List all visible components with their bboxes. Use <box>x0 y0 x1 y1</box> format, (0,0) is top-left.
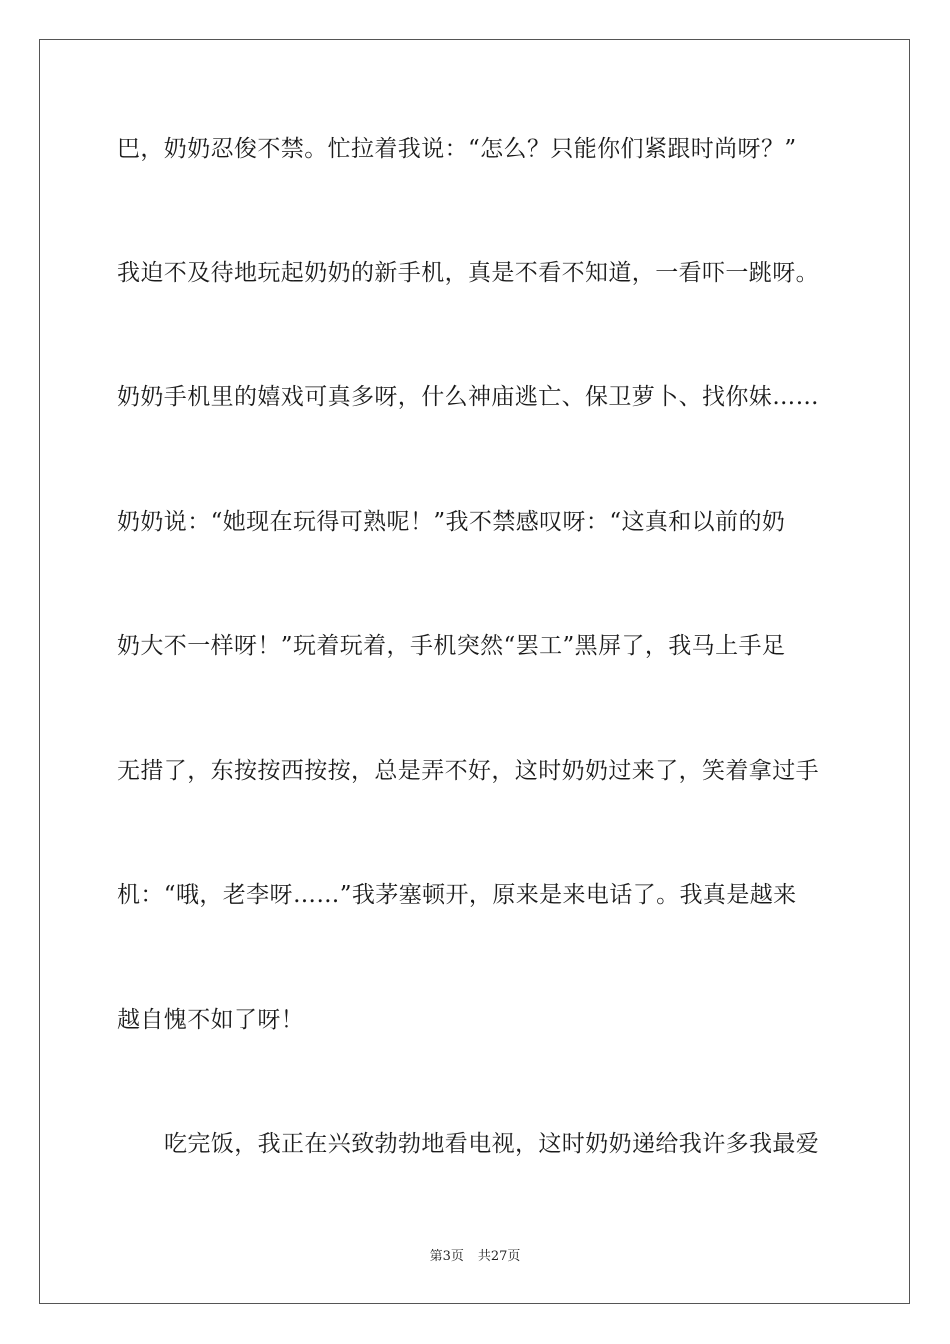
page-footer <box>0 1249 950 1265</box>
body-line-1: 巴，奶奶忍俊不禁。忙拉着我说：“怎么？只能你们紧跟时尚呀？” <box>117 136 797 162</box>
body-line-4: 奶奶说：“她现在玩得可熟呢！”我不禁感叹呀：“这真和以前的奶 <box>117 509 786 535</box>
body-line-6: 无措了，东按按西按按，总是弄不好，这时奶奶过来了，笑着拿过手 <box>117 758 819 784</box>
page-border <box>39 39 910 1304</box>
body-line-7: 机：“哦，老李呀……”我茅塞顿开，原来是来电话了。我真是越来 <box>117 882 797 908</box>
page-total: 共27页 <box>477 1249 521 1264</box>
body-line-2: 我迫不及待地玩起奶奶的新手机，真是不看不知道，一看吓一跳呀。 <box>117 260 819 286</box>
body-line-3: 奶奶手机里的嬉戏可真多呀，什么神庙逃亡、保卫萝卜、找你妹…… <box>117 384 819 410</box>
body-line-9: 吃完饭，我正在兴致勃勃地看电视，这时奶奶递给我许多我最爱 <box>164 1131 820 1157</box>
body-line-8: 越自愧不如了呀！ <box>117 1007 305 1033</box>
body-line-5: 奶大不一样呀！”玩着玩着，手机突然“罢工”黑屏了，我马上手足 <box>117 633 786 659</box>
page-number: 第3页 <box>429 1249 464 1264</box>
